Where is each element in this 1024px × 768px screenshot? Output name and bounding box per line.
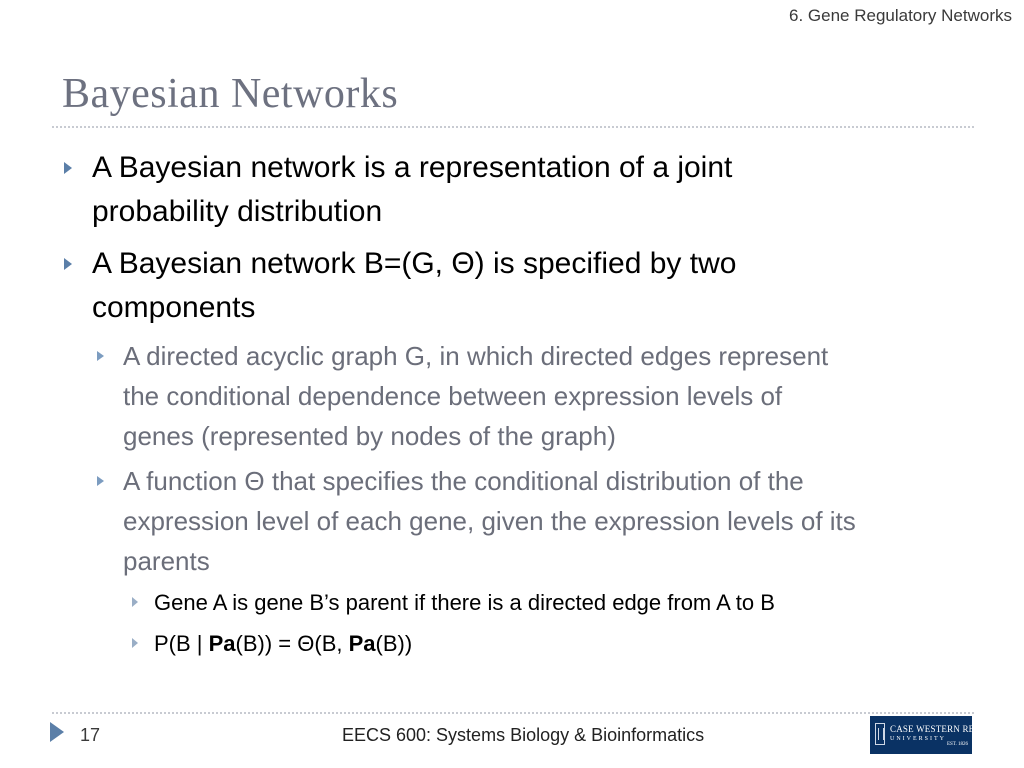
formula-part: (B)) bbox=[375, 631, 413, 656]
bullet-text-line: probability distribution bbox=[92, 195, 383, 228]
bullet-arrow-icon bbox=[97, 476, 104, 486]
section-label: 6. Gene Regulatory Networks bbox=[789, 6, 1012, 25]
bullet-arrow-icon bbox=[64, 258, 72, 270]
formula-part: P(B | bbox=[154, 631, 209, 656]
bullet-bayesian-network-definition bbox=[92, 146, 732, 234]
title-divider bbox=[52, 126, 974, 128]
bullet-text-line: genes (represented by nodes of the graph) bbox=[123, 421, 616, 451]
bullet-text-line: expression level of each gene, given the expression levels of its bbox=[123, 506, 856, 536]
bullet-text-line: A Bayesian network B=(G, Θ) is specified by two bbox=[92, 247, 737, 280]
bullet-arrow-icon bbox=[132, 597, 138, 607]
formula-parents-symbol: Pa bbox=[348, 631, 376, 656]
logo-line1: CASE WESTERN RESERVE bbox=[890, 724, 1004, 734]
university-seal-icon bbox=[875, 723, 885, 745]
bullet-text-line: Gene A is gene B’s parent if there is a directed edge from A to B bbox=[154, 590, 775, 615]
formula-text bbox=[154, 626, 412, 662]
sub-bullet-directed-acyclic-graph bbox=[123, 336, 828, 456]
bullet-text-line: A function Θ that specifies the conditional distribution of the bbox=[123, 466, 804, 496]
bullet-text-line: parents bbox=[123, 546, 210, 576]
bullet-arrow-icon bbox=[64, 162, 72, 174]
sub-bullet-function-theta bbox=[123, 461, 856, 581]
bullet-arrow-icon bbox=[132, 638, 138, 648]
bullet-text-line: A directed acyclic graph G, in which directed edges represent bbox=[123, 341, 829, 371]
footer-course-title: EECS 600: Systems Biology & Bioinformatics bbox=[342, 725, 705, 745]
bullet-text-line: the conditional dependence between expression levels of bbox=[123, 381, 783, 411]
formula-part: (B)) = Θ(B, bbox=[235, 631, 349, 656]
sub-sub-bullet-parent-definition bbox=[154, 585, 775, 621]
bullet-text-line: A Bayesian network is a representation of a joint bbox=[92, 151, 733, 184]
sub-sub-bullet-formula bbox=[154, 626, 412, 662]
logo-line3: EST. 1826 bbox=[946, 742, 968, 747]
formula-parents-symbol: Pa bbox=[208, 631, 236, 656]
university-logo bbox=[870, 716, 1004, 754]
bullet-arrow-icon bbox=[97, 351, 104, 361]
bullet-text-line: components bbox=[92, 291, 256, 324]
bullet-bayesian-network-components bbox=[92, 242, 736, 330]
slide-title: Bayesian Networks bbox=[62, 71, 399, 117]
footer-arrow-icon bbox=[50, 722, 64, 742]
footer-divider bbox=[52, 712, 974, 714]
logo-line2: UNIVERSITY bbox=[890, 736, 946, 742]
page-number: 17 bbox=[80, 725, 101, 745]
